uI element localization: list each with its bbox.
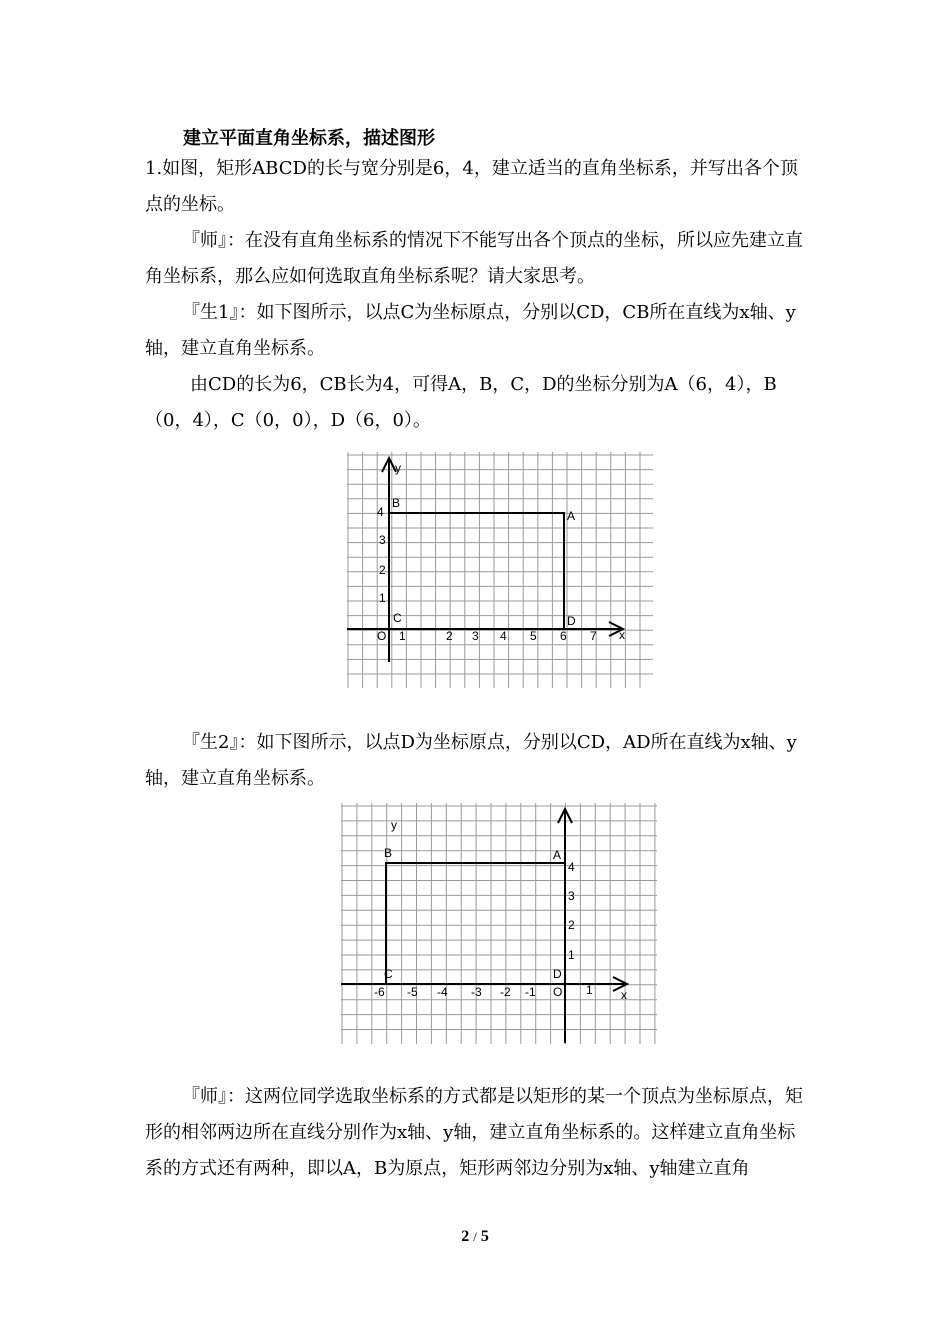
y-tick-label: 2 — [568, 918, 575, 932]
x-tick-label: 3 — [472, 629, 479, 643]
x-tick-label: -5 — [407, 985, 418, 999]
point-label-c: C — [393, 611, 402, 625]
point-label-a: A — [567, 509, 576, 523]
point-label-c: C — [384, 967, 393, 981]
origin-label: O — [553, 985, 563, 999]
point-label-d: D — [553, 967, 562, 981]
paragraph-teacher-2: 『师』：这两位同学选取坐标系的方式都是以矩形的某一个顶点为坐标原点，矩形的相邻两边所在直线分别作为x轴、y轴，建立直角坐标系的。这样建立直角坐标系的方式还有两种，即以A，B为原点，矩形两邻边分别为x轴、y轴建立直角 — [145, 1086, 803, 1179]
x-tick-label: -4 — [437, 985, 448, 999]
point-label-a: A — [553, 848, 562, 862]
x-tick-label: 7 — [590, 629, 597, 643]
point-label-b: B — [384, 846, 393, 860]
y-tick-label: 3 — [568, 889, 575, 903]
y-tick-label: 3 — [379, 533, 386, 547]
x-tick-label: 1 — [586, 983, 593, 997]
x-axis-label: x — [621, 988, 627, 1002]
page-total: 5 — [480, 1228, 489, 1245]
y-tick-label: 1 — [568, 948, 575, 962]
paragraph-student-1: 『生1』：如下图所示，以点C为坐标原点，分别以CD，CB所在直线为x轴、y轴，建立直角坐标系。 — [145, 302, 796, 359]
x-tick-label: 2 — [446, 629, 453, 643]
paragraph-problem: 1.如图，矩形ABCD的长与宽分别是6，4，建立适当的直角坐标系，并写出各个顶点的坐标。 — [145, 158, 798, 215]
x-tick-label: -1 — [525, 985, 536, 999]
y-tick-label: 4 — [568, 860, 575, 874]
point-label-d: D — [567, 614, 576, 628]
paragraph-coordinates: 由CD的长为6，CB长为4，可得A，B，C，D的坐标分别为A（6，4），B（0，4），C（0，0），D（6，0）。 — [145, 374, 777, 431]
x-tick-label: -2 — [500, 985, 511, 999]
x-axis-label: x — [619, 628, 625, 642]
x-tick-label: 1 — [399, 629, 406, 643]
x-tick-label: 4 — [500, 629, 507, 643]
section-heading: 建立平面直角坐标系，描述图形 — [183, 128, 435, 149]
paragraph-student-2: 『生2』：如下图所示，以点D为坐标原点，分别以CD，AD所在直线为x轴、y轴，建立直角坐标系。 — [145, 732, 797, 789]
x-tick-label: -6 — [374, 985, 385, 999]
y-axis-label: y — [391, 818, 397, 832]
figure-2-coordinate-grid — [341, 803, 657, 1044]
y-axis-label: y — [395, 461, 401, 475]
rectangle-abcd — [386, 863, 565, 984]
page-current: 2 — [461, 1228, 470, 1245]
figure-1-coordinate-grid — [347, 452, 653, 688]
x-tick-label: 6 — [560, 629, 567, 643]
point-label-b: B — [392, 496, 401, 510]
origin-label: O — [377, 629, 387, 643]
x-tick-label: -3 — [471, 985, 482, 999]
y-tick-label: 2 — [379, 563, 386, 577]
x-tick-label: 5 — [530, 629, 537, 643]
y-tick-label: 1 — [379, 591, 386, 605]
page-number — [0, 1228, 950, 1246]
grid-lines — [347, 452, 653, 688]
grid-lines — [341, 803, 657, 1044]
paragraph-teacher-1: 『师』：在没有直角坐标系的情况下不能写出各个顶点的坐标，所以应先建立直角坐标系，那么应如何选取直角坐标系呢？请大家思考。 — [145, 230, 803, 287]
y-tick-label: 4 — [377, 505, 384, 519]
page-separator: / — [473, 1229, 477, 1244]
